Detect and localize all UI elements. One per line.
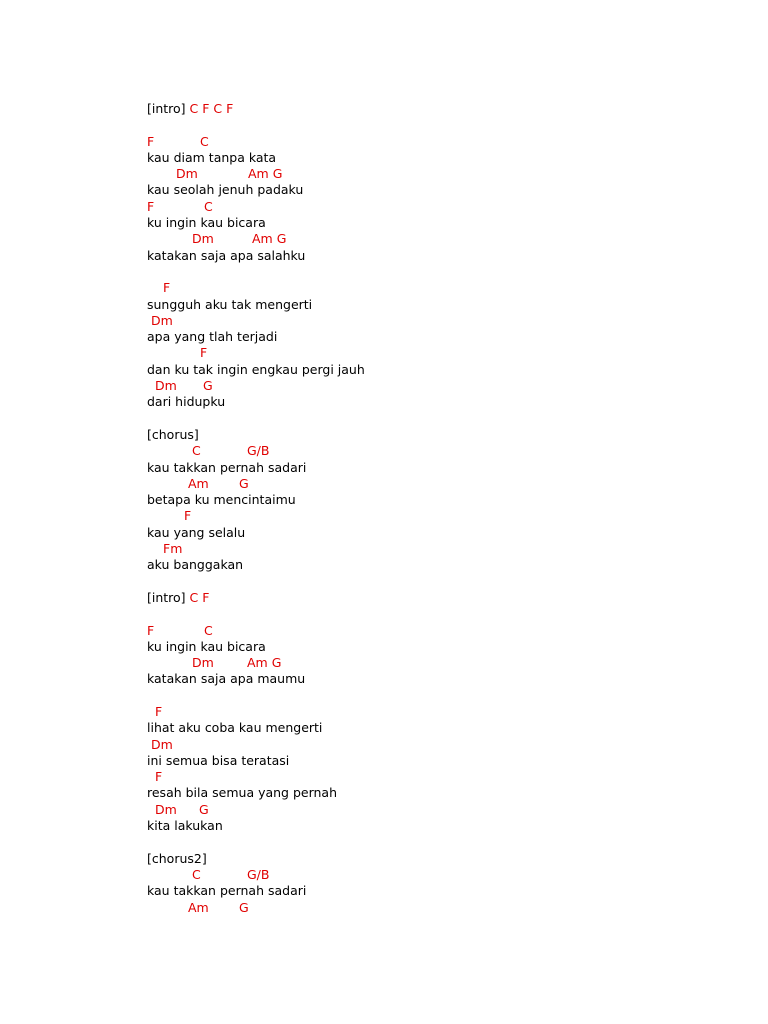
blank-line [147, 264, 365, 280]
lyric-line: kau seolah jenuh padaku [147, 182, 304, 198]
chord-label: Dm [192, 655, 214, 671]
chord-label: G [239, 475, 249, 491]
lyric-line: kau takkan pernah sadari [147, 883, 307, 899]
chord-label: G/B [247, 443, 270, 459]
lyric-line: kau takkan pernah sadari [147, 459, 307, 475]
section-tag-line [147, 851, 365, 867]
lyric-line: kau yang selalu [147, 524, 246, 540]
lyric-line: katakan saja apa salahku [147, 247, 306, 263]
lyric-line: apa yang tlah terjadi [147, 329, 278, 345]
lyric-line: aku banggakan [147, 557, 244, 573]
chord-label: G [239, 899, 249, 915]
chord-line [147, 769, 365, 785]
chord-line [147, 345, 365, 361]
chord-line [147, 231, 365, 247]
chord-line [147, 802, 365, 818]
chord-label: Am G [252, 231, 287, 247]
chord-label: Dm [155, 801, 177, 817]
chord-label: Am G [247, 655, 282, 671]
lyric-line: dan ku tak ingin engkau pergi jauh [147, 361, 365, 377]
lyric-line: dari hidupku [147, 394, 226, 410]
chord-line [147, 280, 365, 296]
chord-label: G/B [247, 866, 270, 882]
chord-label: F [147, 622, 155, 638]
chord-label: F [147, 133, 155, 149]
lyric-line: kau diam tanpa kata [147, 149, 277, 165]
chord-label: C [204, 198, 213, 214]
section-tag-line [147, 101, 365, 117]
chord-label: F [155, 703, 163, 719]
chord-label: Dm [151, 312, 173, 328]
blank-line [147, 834, 365, 850]
chord-label: C [204, 622, 213, 638]
blank-line [147, 606, 365, 622]
lyric-line: katakan saja apa maumu [147, 671, 306, 687]
chord-label: Dm [192, 231, 214, 247]
lyric-line: kita lakukan [147, 818, 223, 834]
lyric-line: lihat aku coba kau mengerti [147, 720, 323, 736]
chord-label: Fm [163, 541, 183, 557]
chord-line [147, 508, 365, 524]
chord-label: Dm [176, 166, 198, 182]
blank-line [147, 688, 365, 704]
chord-line [147, 199, 365, 215]
chord-label: C [192, 443, 201, 459]
chord-label: F [200, 345, 208, 361]
chord-line [147, 623, 365, 639]
lyric-line: ku ingin kau bicara [147, 638, 266, 654]
chord-label: C [200, 133, 209, 149]
chord-line [147, 704, 365, 720]
chord-label: Am [188, 899, 209, 915]
lyric-line: ku ingin kau bicara [147, 215, 266, 231]
chord-line [147, 900, 365, 916]
chord-line [147, 378, 365, 394]
chord-label: C [192, 866, 201, 882]
chord-line [147, 166, 365, 182]
chord-label: F [147, 198, 155, 214]
lyric-line: ini semua bisa teratasi [147, 752, 290, 768]
lyric-line: resah bila semua yang pernah [147, 785, 338, 801]
section-tag: [chorus2] [147, 850, 207, 866]
blank-line [147, 117, 365, 133]
intro-chords: C F [189, 589, 210, 605]
chord-label: Dm [151, 736, 173, 752]
chord-line [147, 737, 365, 753]
section-tag: [intro] [147, 589, 186, 605]
chord-label: G [199, 801, 209, 817]
chord-line [147, 655, 365, 671]
chord-line [147, 476, 365, 492]
chord-label: Am G [248, 166, 283, 182]
blank-line [147, 411, 365, 427]
chord-label: F [184, 508, 192, 524]
chord-line [147, 443, 365, 459]
chord-label: G [203, 378, 213, 394]
chord-label: F [163, 280, 171, 296]
section-tag-line [147, 590, 365, 606]
chord-label: F [155, 769, 163, 785]
chord-line [147, 313, 365, 329]
intro-chords: C F C F [189, 101, 234, 116]
chord-label: Dm [155, 378, 177, 394]
chord-line [147, 867, 365, 883]
section-tag: [intro] [147, 101, 186, 116]
blank-line [147, 574, 365, 590]
chord-sheet-content [147, 101, 365, 916]
lyric-line: betapa ku mencintaimu [147, 492, 296, 508]
chord-label: Am [188, 475, 209, 491]
chord-line [147, 134, 365, 150]
lyric-line: sungguh aku tak mengerti [147, 296, 313, 312]
section-tag: [chorus] [147, 426, 199, 442]
chord-line [147, 541, 365, 557]
section-tag-line [147, 427, 365, 443]
